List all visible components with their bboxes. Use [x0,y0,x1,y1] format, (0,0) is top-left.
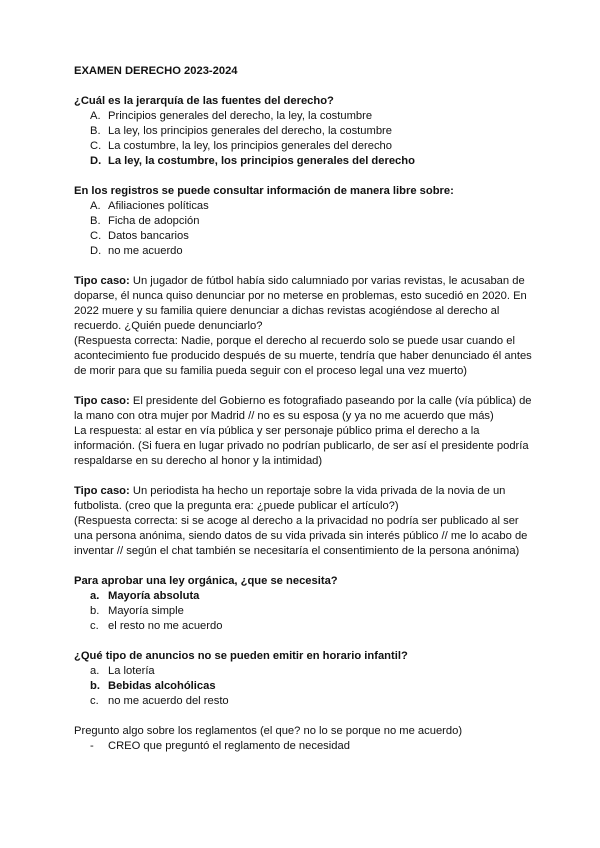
option-marker: c. [90,620,99,632]
dash-text: CREO que preguntó el reglamento de necesidad [108,740,350,752]
option-text: La costumbre, la ley, los principios generales del derecho [108,140,392,152]
case-text: El presidente del Gobierno es fotografiado paseando por la calle (vía pública) de la mano con otra mujer por Madrid // no es su esposa (y ya no me acuerdo que más) [74,395,532,422]
option-list [74,589,534,634]
option-marker: C. [90,140,102,152]
option-text: Datos bancarios [108,230,189,242]
option-marker: a. [90,590,100,602]
option-item [74,139,534,154]
case-3 [74,484,534,559]
option-item [74,604,534,619]
option-marker: D. [90,155,102,167]
document-title: EXAMEN DERECHO 2023-2024 [74,65,238,77]
option-item [74,694,534,709]
question-2 [74,184,534,259]
case-text: Un jugador de fútbol había sido calumniado por varias revistas, le acusaban de doparse, él nunca quiso denunciar por no meterse en problemas, esto sucedió en 2020. En 2022 muere y su familia quiere denunciar a dichas revistas acogiéndose al derecho al recuerdo. ¿Quién puede denunciarlo? [74,275,527,332]
case-label: Tipo caso: [74,395,130,407]
option-text: Principios generales del derecho, la ley, la costumbre [108,110,373,122]
option-item [74,229,534,244]
case-answer: (Respuesta correcta: si se acoge al derecho a la privacidad no podría ser publicado al ser una persona anónima, siendo datos de su vida privada sin interés público // me lo acabo de inventar // según el chat también se necesitaría el consentimiento de la persona anónima) [74,515,528,557]
option-marker: b. [90,605,100,617]
case-answer: La respuesta: al estar en vía pública y ser personaje público prima el derecho a la información. (Si fuera en lugar privado no podrían publicarlo, de ser así el presidente podría respaldarse en su derecho al honor y la intimidad) [74,425,529,467]
dash-item [74,739,534,754]
option-item [74,619,534,634]
option-marker: B. [90,125,101,137]
question-text: ¿Cuál es la jerarquía de las fuentes del derecho? [74,95,334,107]
case-answer: (Respuesta correcta: Nadie, porque el derecho al recuerdo solo se puede usar cuando el acontecimiento fue producido después de su muerte, tendría que haber denunciado él antes de morir para que su familia pueda seguir con el proceso legal una vez muerto) [74,335,532,377]
option-marker: b. [90,680,100,692]
option-text: Mayoría absoluta [108,590,200,602]
option-list [74,664,534,709]
option-item [74,109,534,124]
option-marker: A. [90,200,101,212]
option-text: Bebidas alcohólicas [108,680,216,692]
option-item-correct [74,154,534,169]
question-text: En los registros se puede consultar información de manera libre sobre: [74,185,454,197]
option-text: no me acuerdo del resto [108,695,229,707]
option-text: el resto no me acuerdo [108,620,223,632]
option-marker: B. [90,215,101,227]
case-statement [74,274,534,334]
option-item-correct [74,679,534,694]
question-text: Para aprobar una ley orgánica, ¿que se necesita? [74,575,338,587]
option-marker: a. [90,665,100,677]
option-text: La lotería [108,665,155,677]
option-list [74,199,534,259]
option-marker: A. [90,110,101,122]
final-note [74,724,534,754]
final-text: Pregunto algo sobre los reglamentos (el que? no lo se porque no me acuerdo) [74,725,463,737]
option-item [74,199,534,214]
option-marker: D. [90,245,102,257]
question-3 [74,574,534,634]
case-statement [74,394,534,424]
option-item [74,664,534,679]
option-text: Ficha de adopción [108,215,200,227]
option-text: La ley, los principios generales del derecho, la costumbre [108,125,392,137]
option-text: Afiliaciones políticas [108,200,209,212]
option-list [74,109,534,169]
question-1 [74,94,534,169]
document-body [74,64,534,769]
case-1 [74,274,534,379]
case-label: Tipo caso: [74,485,130,497]
question-4 [74,649,534,709]
case-2 [74,394,534,469]
option-text: La ley, la costumbre, los principios generales del derecho [108,155,415,167]
option-item [74,214,534,229]
option-text: no me acuerdo [108,245,183,257]
question-text: ¿Qué tipo de anuncios no se pueden emitir en horario infantil? [74,650,408,662]
dash-marker: - [90,740,94,752]
option-item [74,124,534,139]
option-text: Mayoría simple [108,605,184,617]
dash-list [74,739,534,754]
case-text: Un periodista ha hecho un reportaje sobre la vida privada de la novia de un futbolista. (creo que la pregunta era: ¿puede publicar el artículo?) [74,485,506,512]
option-marker: c. [90,695,99,707]
option-item [74,244,534,259]
case-label: Tipo caso: [74,275,130,287]
option-item-correct [74,589,534,604]
case-statement [74,484,534,514]
option-marker: C. [90,230,102,242]
